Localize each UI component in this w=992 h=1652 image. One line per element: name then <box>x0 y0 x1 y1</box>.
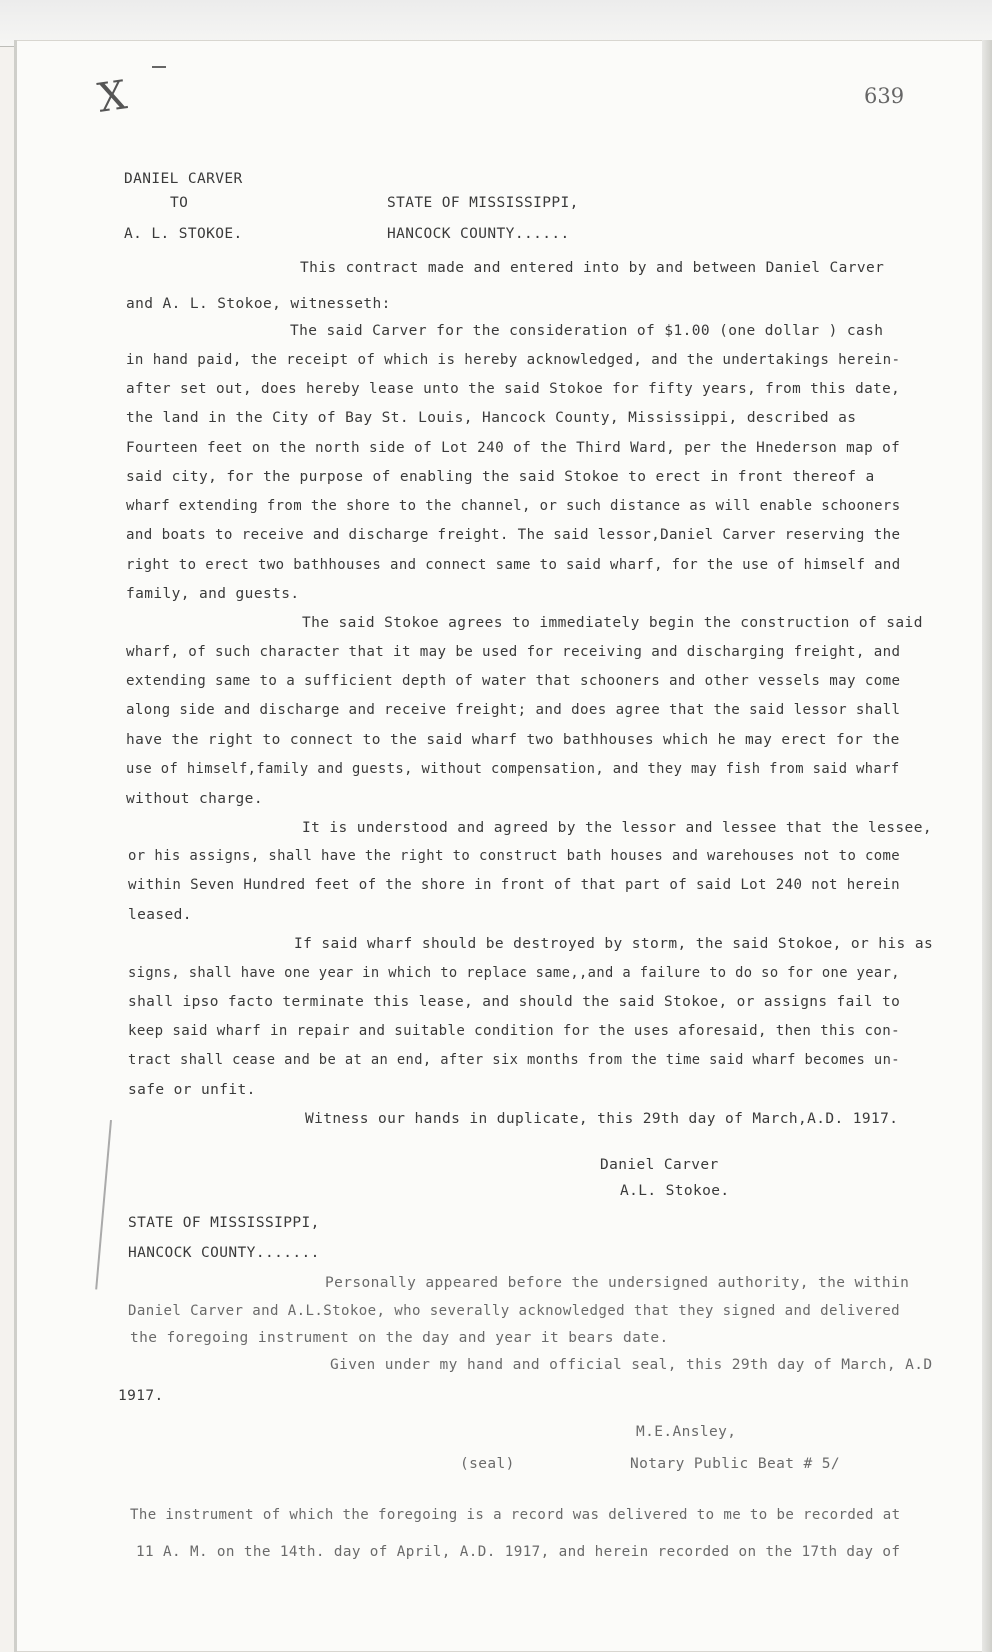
body-line: wharf, of such character that it may be used for receiving and discharging freight, and <box>126 644 901 660</box>
body-line: right to erect two bathhouses and connect same to said wharf, for the use of himself and <box>126 557 901 573</box>
body-line: This contract made and entered into by and between Daniel Carver <box>300 260 885 276</box>
document-page <box>14 40 988 1652</box>
page-right-edge <box>982 40 992 1652</box>
party-from: DANIEL CARVER <box>124 171 243 187</box>
header-state: STATE OF MISSISSIPPI, <box>387 195 579 211</box>
body-line: It is understood and agreed by the lessor and lessee that the lessee, <box>302 820 932 836</box>
body-line: in hand paid, the receipt of which is hereby acknowledged, and the undertakings herein- <box>126 352 901 368</box>
body-line: and A. L. Stokoe, witnesseth: <box>126 296 391 312</box>
body-line: and boats to receive and discharge freight. The said lessor,Daniel Carver reserving the <box>126 527 901 543</box>
page-number: 639 <box>864 84 905 108</box>
body-line: Witness our hands in duplicate, this 29th day of March,A.D. 1917. <box>305 1111 899 1127</box>
ack-line: the foregoing instrument on the day and year it bears date. <box>130 1330 669 1346</box>
notary-seal: (seal) <box>460 1456 515 1472</box>
record-line: The instrument of which the foregoing is a record was delivered to me to be recorded at <box>130 1507 901 1523</box>
body-line: extending same to a sufficient depth of water that schooners and other vessels may come <box>126 673 901 689</box>
body-line: leased. <box>128 907 192 923</box>
page-left-edge <box>14 40 17 1652</box>
body-line: The said Carver for the consideration of $1.00 (one dollar ) cash <box>290 323 884 339</box>
body-line: after set out, does hereby lease unto the said Stokoe for fifty years, from this date, <box>126 381 901 397</box>
body-line: the land in the City of Bay St. Louis, Hancock County, Mississippi, described as <box>126 410 857 426</box>
header-county: HANCOCK COUNTY...... <box>387 226 570 242</box>
ack-line: Daniel Carver and A.L.Stokoe, who severally acknowledged that they signed and delivered <box>128 1303 901 1319</box>
body-line: said city, for the purpose of enabling the said Stokoe to erect in front thereof a <box>126 469 875 485</box>
ack-line: Given under my hand and official seal, this 29th day of March, A.D <box>330 1357 933 1373</box>
signature: A.L. Stokoe. <box>620 1183 730 1199</box>
body-line: or his assigns, shall have the right to construct bath houses and warehouses not to come <box>128 848 901 864</box>
margin-dash <box>152 66 166 68</box>
margin-mark: X <box>94 72 130 122</box>
signature: Daniel Carver <box>600 1157 719 1173</box>
body-line: tract shall cease and be at an end, after six months from the time said wharf becomes un- <box>128 1052 900 1068</box>
notary-title: Notary Public Beat # 5/ <box>630 1456 840 1472</box>
party-to-connector: TO <box>170 195 189 211</box>
body-line: keep said wharf in repair and suitable condition for the uses aforesaid, then this con- <box>128 1023 901 1039</box>
notary-name: M.E.Ansley, <box>636 1424 737 1440</box>
record-line: 11 A. M. on the 14th. day of April, A.D. 1917, and herein recorded on the 17th day of <box>136 1544 901 1560</box>
body-line: have the right to connect to the said wharf two bathhouses which he may erect for the <box>126 732 900 748</box>
body-line: without charge. <box>126 791 263 807</box>
body-line: along side and discharge and receive freight; and does agree that the said lessor shall <box>126 702 901 718</box>
party-to: A. L. STOKOE. <box>124 226 243 242</box>
body-line: signs, shall have one year in which to replace same,,and a failure to do so for one year, <box>128 965 900 981</box>
body-line: shall ipso facto terminate this lease, and should the said Stokoe, or assigns fail to <box>128 994 901 1010</box>
body-line: family, and guests. <box>126 586 300 602</box>
body-line: Fourteen feet on the north side of Lot 240 of the Third Ward, per the Hnederson map of <box>126 440 901 456</box>
body-line: safe or unfit. <box>128 1082 256 1098</box>
body-line: The said Stokoe agrees to immediately begin the construction of said <box>302 615 923 631</box>
body-line: wharf extending from the shore to the channel, or such distance as will enable schooners <box>126 498 901 514</box>
body-line: If said wharf should be destroyed by storm, the said Stokoe, or his as <box>294 936 934 952</box>
ack-county: HANCOCK COUNTY....... <box>128 1245 320 1261</box>
body-line: within Seven Hundred feet of the shore in front of that part of said Lot 240 not herein <box>128 877 901 893</box>
ack-state: STATE OF MISSISSIPPI, <box>128 1215 320 1231</box>
ack-line: Personally appeared before the undersigned authority, the within <box>325 1275 910 1291</box>
ack-line: 1917. <box>118 1388 164 1404</box>
body-line: use of himself,family and guests, without compensation, and they may fish from said wharf <box>126 761 900 777</box>
